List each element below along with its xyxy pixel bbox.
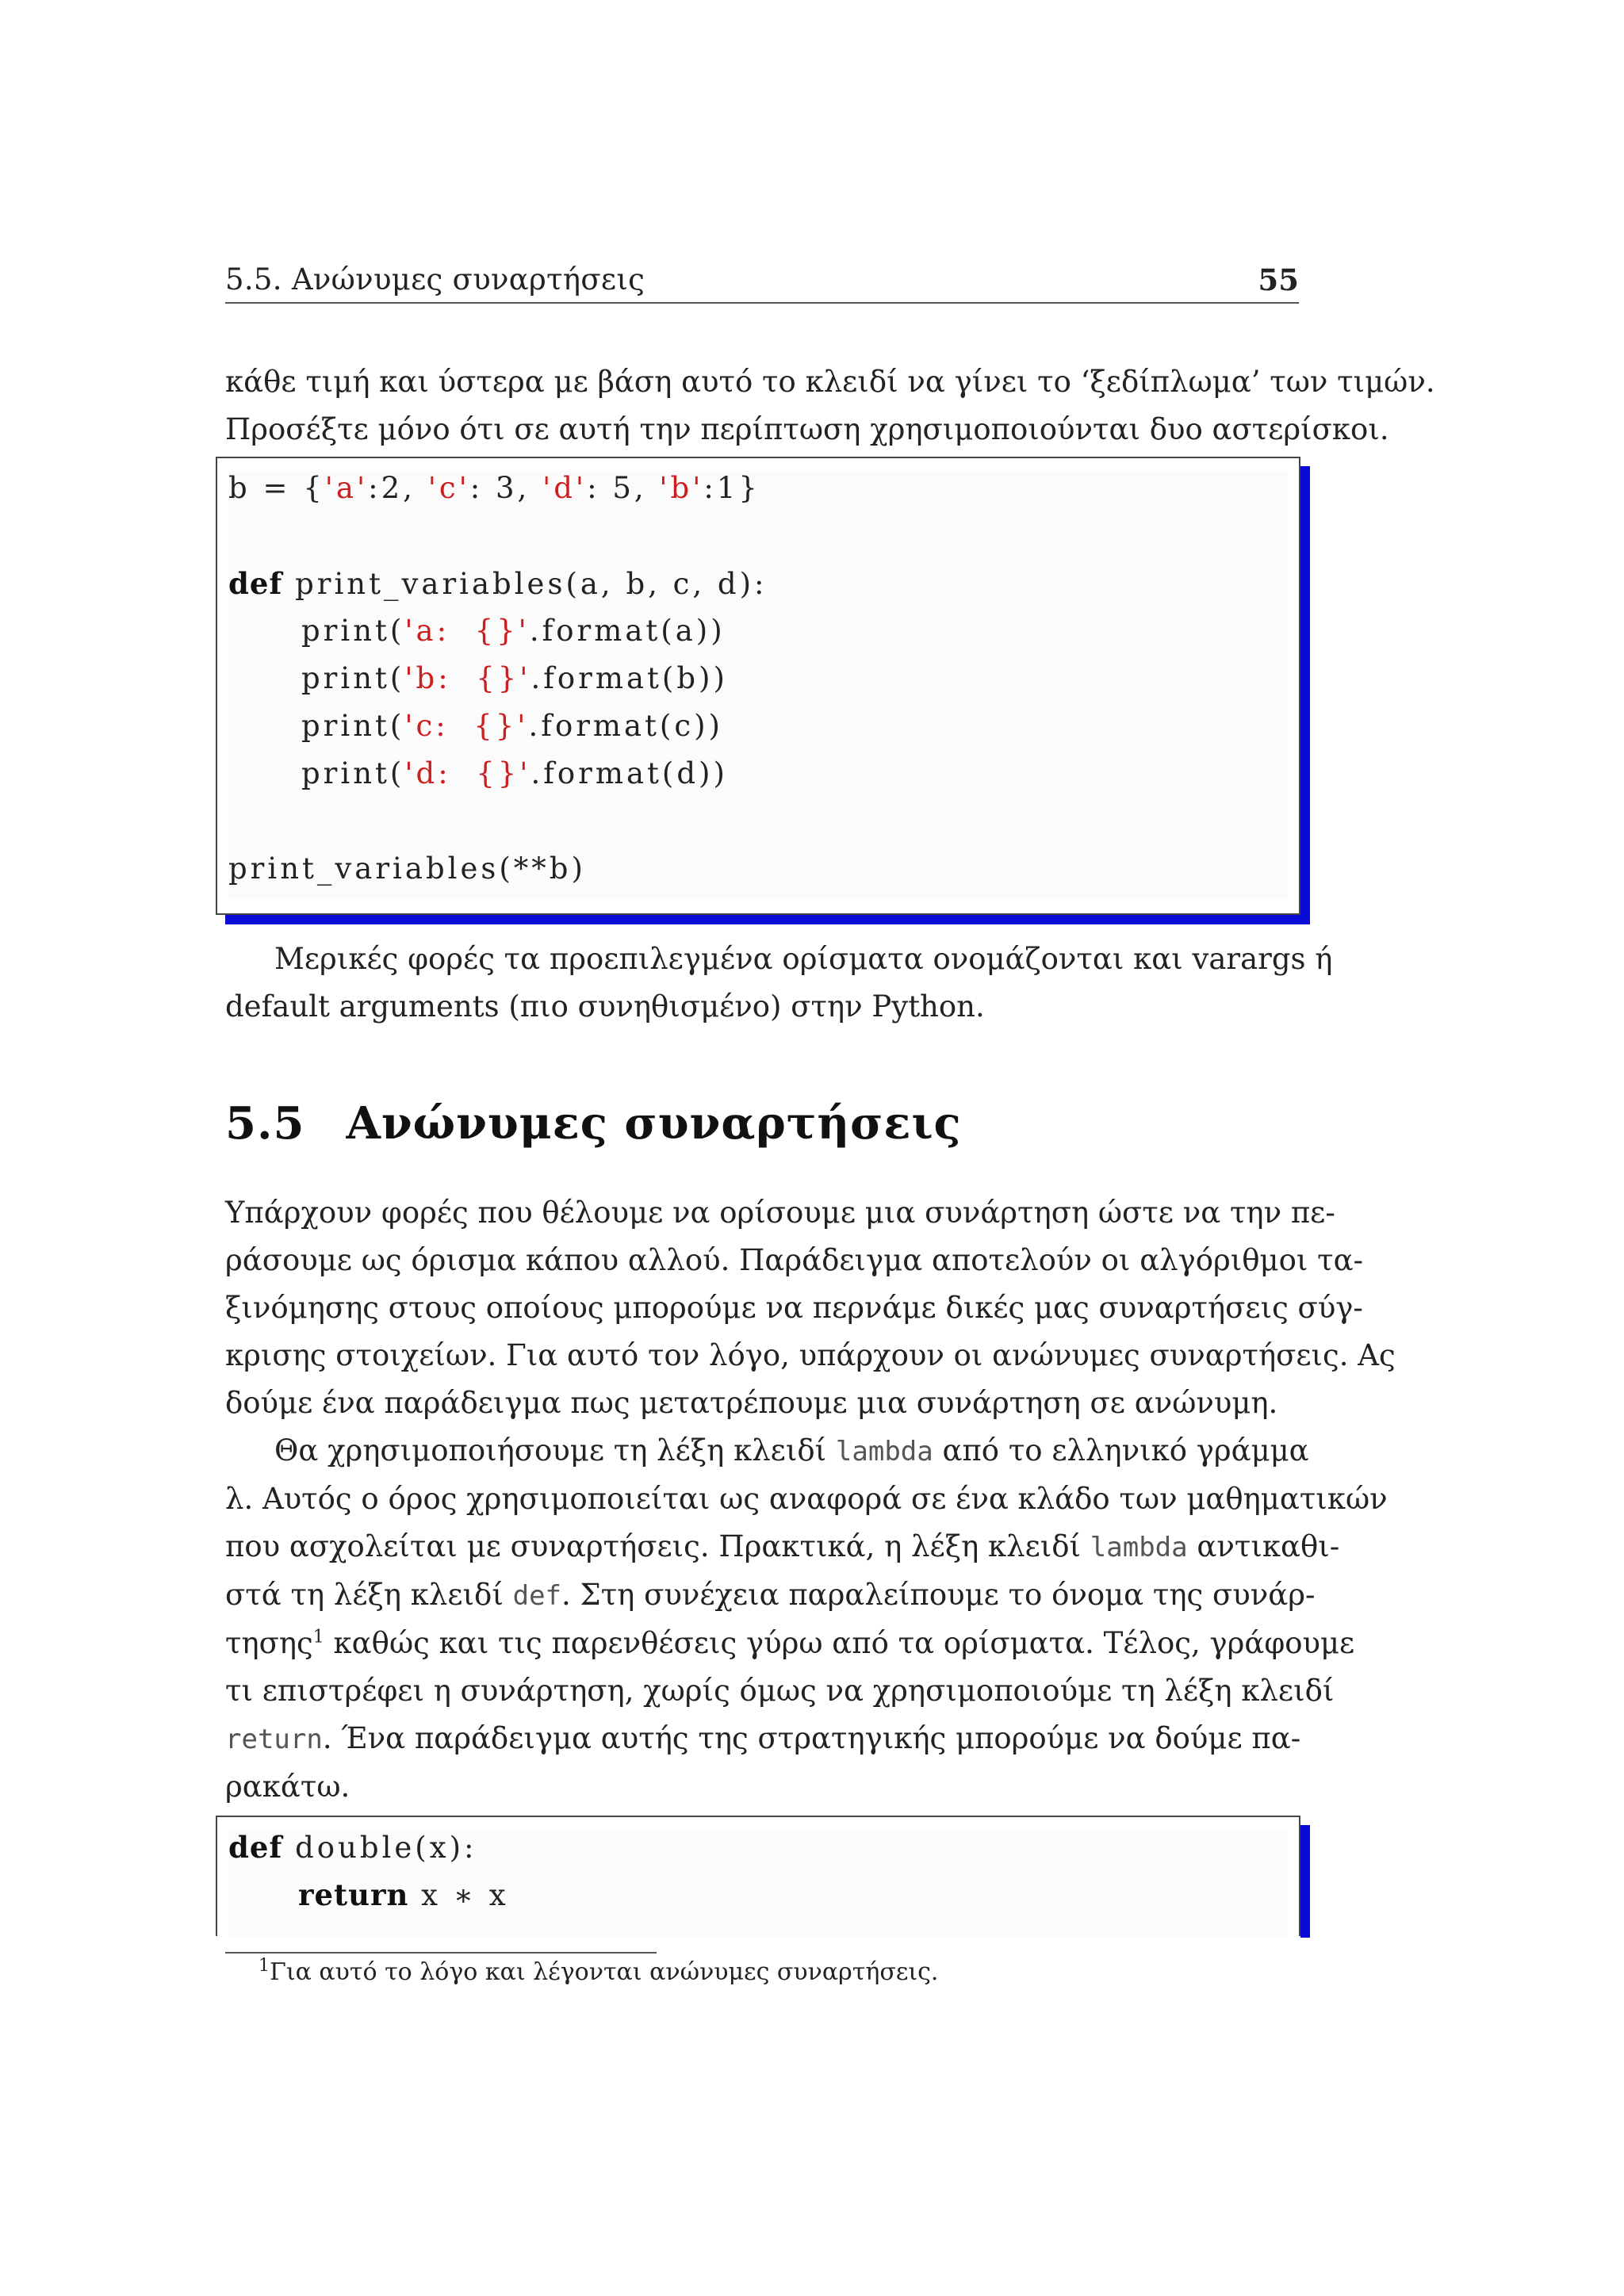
text-line: λ. Αυτός ο όρος χρησιμοποιείται ως αναφορά σε ένα κλάδο των μαθηματικών <box>225 1482 1388 1516</box>
text-line: κρισης στοιχείων. Για αυτό τον λόγο, υπάρχουν οι ανώνυμες συναρτήσεις. Ας <box>225 1338 1396 1372</box>
code-line-print: print('c: {}'.format(c)) <box>301 709 723 743</box>
text-line: ράσουμε ως όρισμα κάπου αλλού. Παράδειγμα αποτελούν οι αλγόριθμοι τα- <box>225 1243 1364 1277</box>
text-line: δούμε ένα παράδειγμα πως μετατρέπουμε μια συνάρτηση σε ανώνυμη. <box>225 1386 1278 1420</box>
text-line: ρακάτω. <box>225 1770 350 1804</box>
text-line: return. Ένα παράδειγμα αυτής της στρατηγικής μπορούμε να δούμε πα- <box>225 1721 1301 1755</box>
inline-code-def: def <box>512 1580 562 1612</box>
text-line: στά τη λέξη κλειδί def. Στη συνέχεια παραλείπουμε το όνομα της συνάρ- <box>225 1578 1316 1612</box>
code-block-print-variables <box>216 457 1300 915</box>
footnote-mark: 1 <box>259 1956 270 1976</box>
inline-code-return: return <box>225 1724 323 1755</box>
keyword-return: return <box>298 1877 409 1912</box>
text-line: default arguments (πιο συνηθισμένο) στην Python. <box>225 989 985 1024</box>
text-line: Υπάρχουν φορές που θέλουμε να ορίσουμε μια συνάρτηση ώστε να την πε- <box>225 1196 1335 1230</box>
text-line: Θα χρησιμοποιήσουμε τη λέξη κλειδί lambda από το ελληνικό γράμμα <box>274 1433 1309 1468</box>
footnote <box>259 1958 938 1986</box>
section-title: Ανώνυμες συναρτήσεις <box>346 1097 962 1150</box>
intro-paragraph <box>225 358 1435 453</box>
page-number: 55 <box>1258 262 1299 297</box>
footnote-rule <box>225 1952 657 1954</box>
running-head <box>225 258 1299 304</box>
code-line-return: return x ∗ x <box>298 1877 509 1912</box>
code-block-shadow <box>1300 1825 1310 1938</box>
section-heading <box>225 1097 962 1150</box>
footnote-reference[interactable]: 1 <box>312 1627 324 1647</box>
text-line: Προσέξτε μόνο ότι σε αυτή την περίπτωση χρησιμοποιούνται δυο αστερίσκοι. <box>225 412 1389 446</box>
keyword-def: def <box>228 566 283 601</box>
code-line-call: print_variables(**b) <box>228 851 586 886</box>
section-number: 5.5 <box>225 1097 305 1150</box>
text-line: κάθε τιμή και ύστερα με βάση αυτό το κλειδί να γίνει το ‘ξεδίπλωμα’ των τιμών. <box>225 365 1435 399</box>
footnote-text: Για αυτό το λόγο και λέγονται ανώνυμες συναρτήσεις. <box>270 1958 939 1986</box>
keyword-def: def <box>228 1830 283 1865</box>
section-paragraph-2 <box>225 1427 1388 1811</box>
code-line-print: print('a: {}'.format(a)) <box>301 614 726 648</box>
text-line: τι επιστρέφει η συνάρτηση, χωρίς όμως να χρησιμοποιούμε τη λέξη κλειδί <box>225 1674 1335 1708</box>
code-listing <box>228 471 1288 899</box>
varargs-paragraph <box>225 936 1333 1031</box>
text-line: Μερικές φορές τα προεπιλεγμένα ορίσματα ονομάζονται και varargs ή <box>274 942 1333 976</box>
text-line: ξινόμησης στους οποίους μπορούμε να περνάμε δικές μας συναρτήσεις σύγ- <box>225 1291 1363 1325</box>
code-line-dict: b = {'a':2, 'c': 3, 'd': 5, 'b':1} <box>228 471 760 505</box>
code-text <box>228 1830 509 1966</box>
inline-code-lambda: lambda <box>1090 1532 1188 1563</box>
section-paragraph-1 <box>225 1189 1396 1427</box>
code-line-print: print('b: {}'.format(b)) <box>301 661 728 695</box>
running-head-section: 5.5. Ανώνυμες συναρτήσεις <box>225 262 645 297</box>
text-line: τησης$^1$ καθώς και τις παρενθέσεις γύρω από τα ορίσματα. Τέλος, γράφουμε <box>225 1626 1355 1660</box>
code-block-double <box>216 1816 1300 1936</box>
code-line-print: print('d: {}'.format(d)) <box>301 756 728 790</box>
code-text <box>228 471 768 886</box>
code-listing <box>228 1830 1288 1936</box>
text-line: που ασχολείται με συναρτήσεις. Πρακτικά, η λέξη κλειδί lambda αντικαθι- <box>225 1529 1340 1563</box>
code-line-def: def double(x): <box>228 1830 477 1865</box>
inline-code-lambda: lambda <box>835 1436 933 1468</box>
code-line-def: def print_variables(a, b, c, d): <box>228 566 768 601</box>
